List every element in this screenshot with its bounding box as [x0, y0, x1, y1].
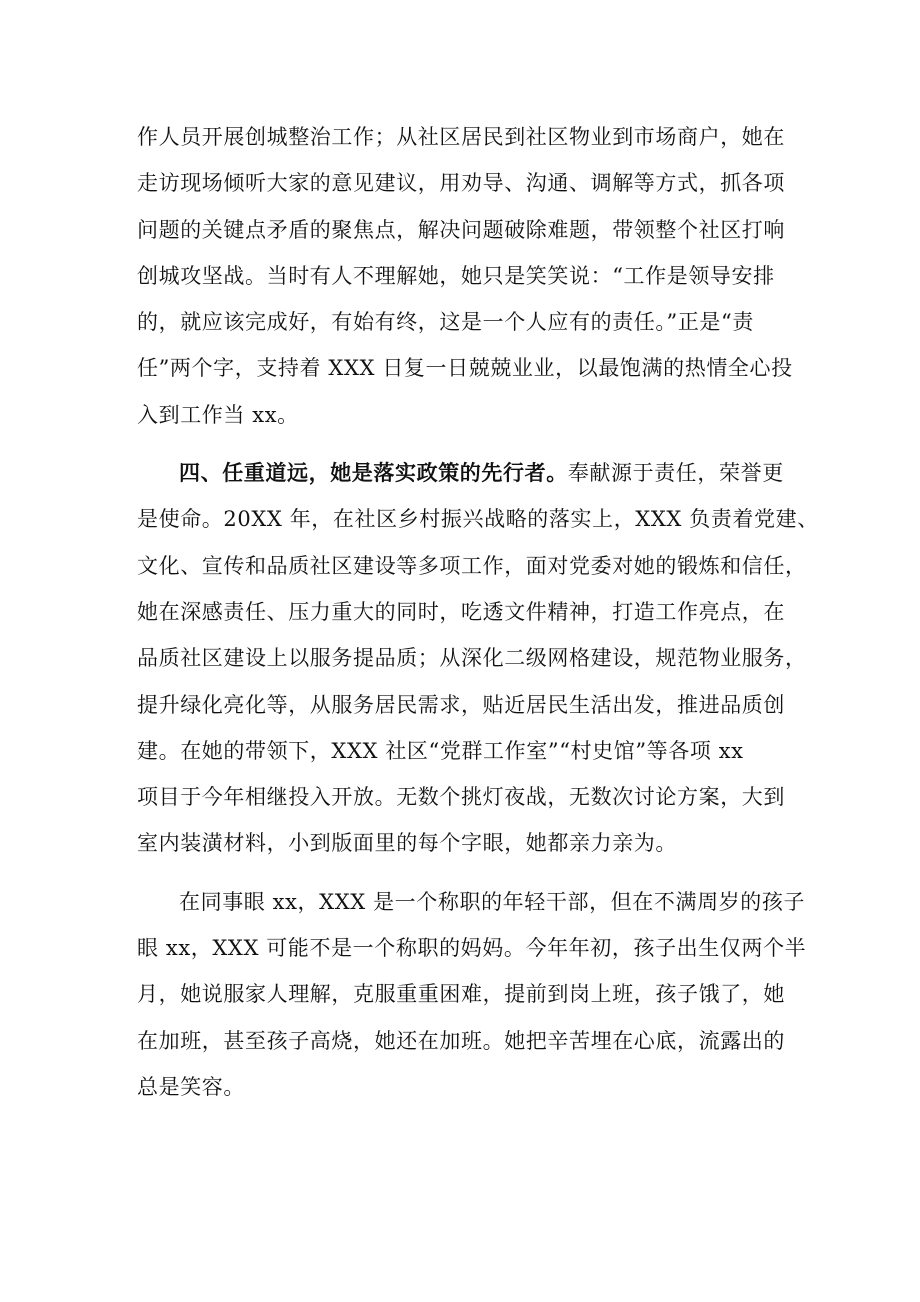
text-line: 在同事眼 xx，XXX 是一个称职的年轻干部，但在不满周岁的孩子 [179, 889, 806, 914]
text-line: 总是笑容。 [137, 1074, 245, 1099]
heading-line-rest: 奉献源于责任，荣誉更 [567, 461, 784, 486]
text-line: 在加班，甚至孩子高烧，她还在加班。她把辛苦埋在心底，流露出的 [137, 1028, 785, 1053]
text-line: 入到工作当 xx。 [137, 402, 299, 427]
text-line: 问题的关键点矛盾的聚焦点，解决问题破除难题，带领整个社区打响 [137, 217, 785, 242]
text-line: 月，她说服家人理解，克服重重困难，提前到岗上班，孩子饿了，她 [137, 982, 785, 1007]
text-line: 作人员开展创城整治工作；从社区居民到社区物业到市场商户，她在 [137, 125, 785, 149]
text-line: 创城攻坚战。当时有人不理解她，她只是笑笑说：“工作是领导安排 [137, 263, 775, 288]
section-heading: 四、任重道远，她是落实政策的先行者。 [179, 460, 568, 486]
text-line: 的，就应该完成好，有始有终，这是一个人应有的责任。”正是“责 [137, 310, 754, 335]
text-line: 她在深感责任、压力重大的同时，吃透文件精神，打造工作亮点，在 [137, 599, 785, 624]
text-line: 项目于今年相继投入开放。无数个挑灯夜战，无数次讨论方案，大到 [137, 785, 785, 810]
text-line: 提升绿化亮化等，从服务居民需求，贴近居民生活出发，推进品质创 [137, 692, 785, 717]
paragraph-2 [137, 450, 819, 867]
text-line: 任”两个字，支持着 XXX 日复一日兢兢业业，以最饱满的热情全心投 [137, 356, 793, 381]
text-line: 建。在她的带领下，XXX 社区“党群工作室”“村史馆”等各项 xx [137, 738, 744, 763]
text-line: 文化、宣传和品质社区建设等多项工作，面对党委对她的锻炼和信任， [137, 553, 807, 578]
paragraph-3 [137, 879, 807, 1110]
text-line: 品质社区建设上以服务提品质；从深化二级网格建设，规范物业服务， [137, 646, 807, 671]
text-line: 室内装潢材料，小到版面里的每个字眼，她都亲力亲为。 [137, 831, 677, 856]
text-line: 走访现场倾听大家的意见建议，用劝导、沟通、调解等方式，抓各项 [137, 171, 785, 196]
text-line [137, 450, 784, 496]
text-line: 眼 xx，XXX 可能不是一个称职的妈妈。今年年初，孩子出生仅两个半 [137, 936, 807, 961]
paragraph-1 [137, 114, 793, 438]
text-line: 是使命。20XX 年，在社区乡村振兴战略的落实上，XXX 负责着党建、 [137, 507, 819, 532]
